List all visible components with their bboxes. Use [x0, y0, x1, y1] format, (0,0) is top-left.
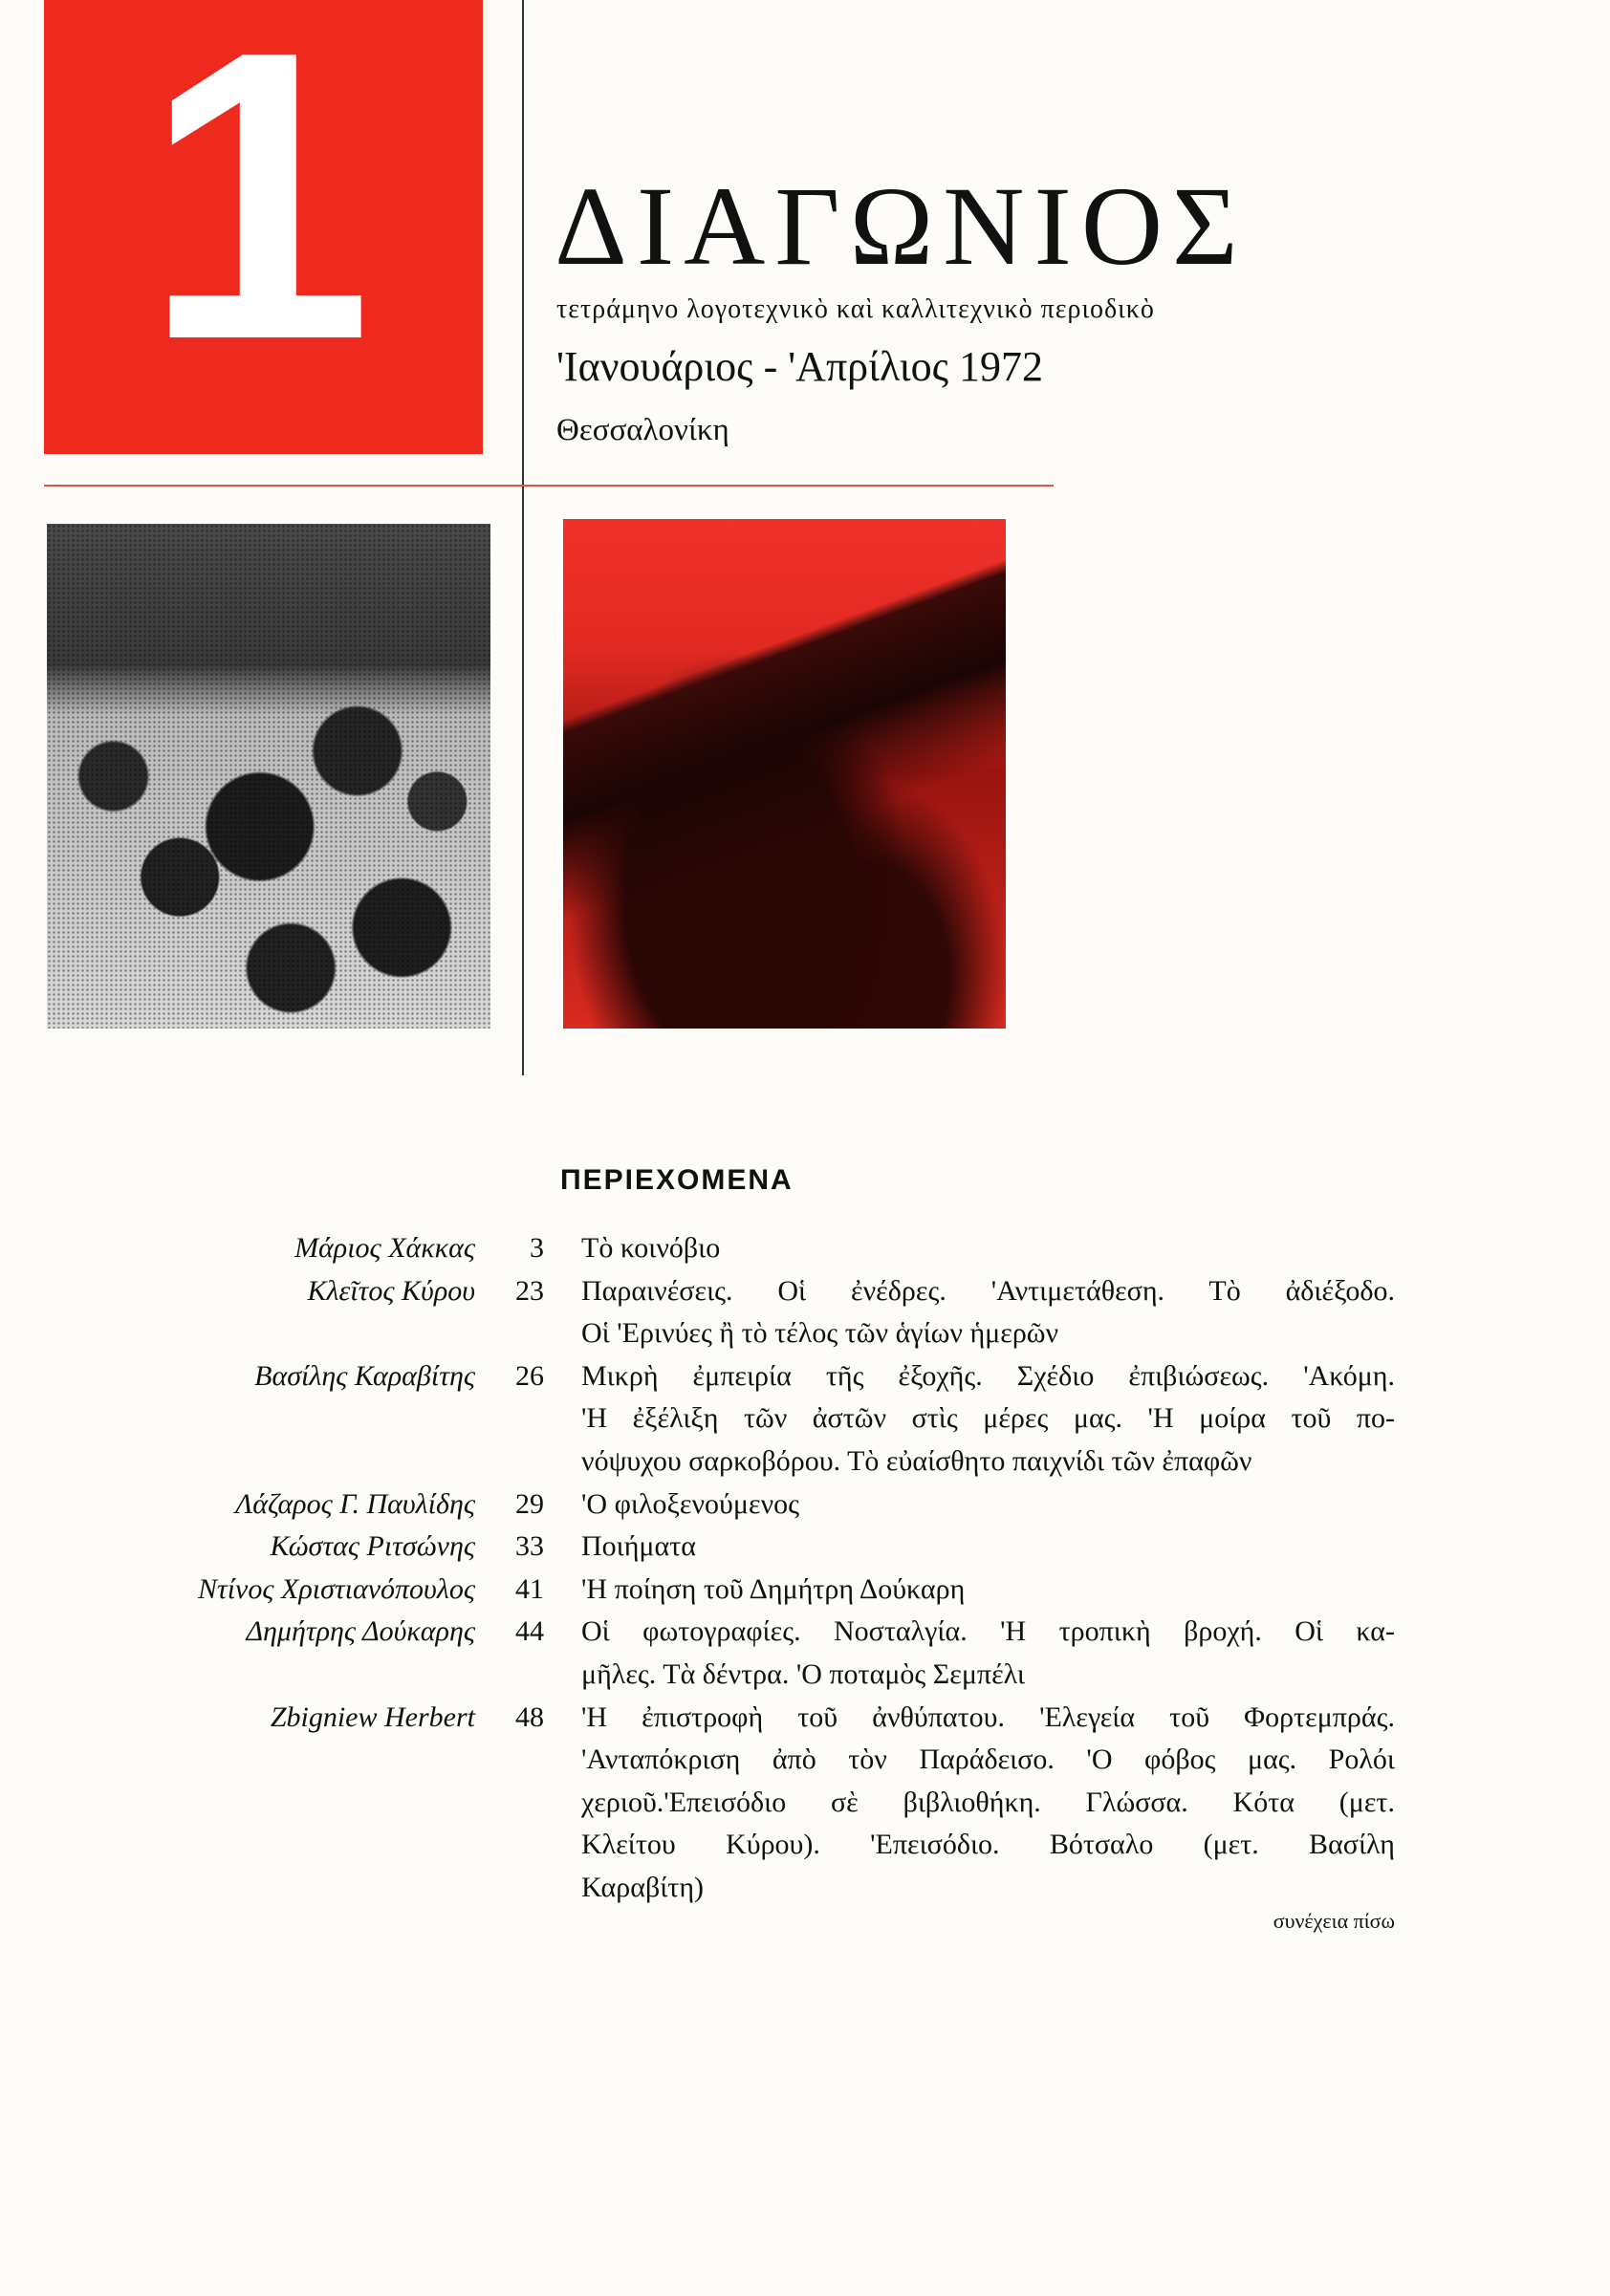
toc-entry	[0, 1697, 1610, 1910]
contents-heading: ΠΕΡΙΕΧΟΜΕΝΑ	[560, 1164, 794, 1196]
magazine-title: ΔΙΑΓΩΝΙΟΣ	[555, 163, 1248, 289]
toc-page-number: 33	[515, 1530, 544, 1563]
red-photo	[563, 519, 1006, 1029]
toc-author: Μάριος Χάκκας	[294, 1232, 475, 1264]
toc-title-line: 'Η ποίηση τοῦ Δημήτρη Δούκαρη	[581, 1572, 966, 1605]
halftone-photo	[47, 524, 490, 1029]
toc-title-line: μῆλες. Τὰ δέντρα. 'Ο ποταμὸς Σεμπέλι	[581, 1657, 1025, 1690]
toc-title-line: 'Η ἐπιστροφὴ τοῦ ἀνθύπατου. 'Ελεγεία τοῦ Φορτεμπράς.	[581, 1700, 1395, 1733]
toc-author: Δημήτρης Δούκαρης	[246, 1615, 475, 1648]
toc-title-line: Οἱ 'Ερινύες ἢ τὸ τέλος τῶν ἁγίων ἡμερῶν	[581, 1317, 1059, 1350]
toc-title-line: 'Η ἐξέλιξη τῶν ἀστῶν στὶς μέρες μας. 'Η μοίρα τοῦ πο-	[581, 1402, 1395, 1435]
toc-page-number: 26	[515, 1359, 544, 1392]
toc-entry	[0, 1484, 1610, 1527]
toc-title-line: Μικρὴ ἐμπειρία τῆς ἐξοχῆς. Σχέδιο ἐπιβιώσεως. 'Ακόμη.	[581, 1359, 1395, 1392]
toc-entry	[0, 1270, 1610, 1355]
city: Θεσσαλονίκη	[556, 413, 729, 447]
toc-author: Zbigniew Herbert	[270, 1700, 475, 1733]
vertical-divider	[522, 0, 524, 1075]
toc-title-line: Οἱ φωτογραφίες. Νοσταλγία. 'Η τροπικὴ βροχή. Οἱ κα-	[581, 1615, 1395, 1648]
toc-author: Κλεῖτος Κύρου	[307, 1274, 475, 1307]
toc-page-number: 44	[515, 1615, 544, 1648]
toc-title-line: Καραβίτη)	[581, 1871, 705, 1903]
toc-entry	[0, 1611, 1610, 1696]
toc-title-line: Παραινέσεις. Οἱ ἐνέδρες. 'Αντιμετάθεση. Τὸ ἀδιέξοδο.	[581, 1274, 1395, 1307]
toc-title-line: χεριοῦ.'Επεισόδιο σὲ βιβλιοθήκη. Γλώσσα. Κότα (μετ.	[581, 1786, 1395, 1818]
toc-author: Λάζαρος Γ. Παυλίδης	[235, 1487, 475, 1520]
toc-entry	[0, 1227, 1610, 1270]
toc-page-number: 3	[530, 1232, 544, 1264]
toc-page-number: 48	[515, 1700, 544, 1733]
toc-title-line: Ποιήματα	[581, 1530, 696, 1563]
toc-entry	[0, 1526, 1610, 1569]
toc-title-line: Τὸ κοινόβιο	[581, 1232, 721, 1264]
toc-title-line: νόψυχου σαρκοβόρου. Τὸ εὐαίσθητο παιχνίδι τῶν ἐπαφῶν	[581, 1444, 1252, 1477]
toc-page-number: 41	[515, 1572, 544, 1605]
magazine-subtitle: τετράμηνο λογοτεχνικὸ καὶ καλλιτεχνικὸ περιοδικὸ	[556, 294, 1155, 324]
toc-entry	[0, 1569, 1610, 1612]
issue-number: 1	[143, 0, 373, 425]
toc-title-line: 'Ο φιλοξενούμενος	[581, 1487, 800, 1520]
issue-date: 'Ιανουάριος - 'Απρίλιος 1972	[556, 343, 1044, 390]
toc-author: Κώστας Ριτσώνης	[270, 1530, 475, 1563]
toc-author: Βασίλης Καραβίτης	[254, 1359, 475, 1392]
toc-title-line: Κλείτου Κύρου). 'Επεισόδιο. Βότσαλο (μετ. Βασίλη	[581, 1829, 1395, 1861]
continued-note: συνέχεια πίσω	[1273, 1909, 1395, 1933]
toc-page-number: 23	[515, 1274, 544, 1307]
toc-title-line: 'Ανταπόκριση ἀπὸ τὸν Παράδεισο. 'Ο φόβος μας. Ρολόι	[581, 1744, 1395, 1776]
toc-entry	[0, 1355, 1610, 1484]
toc-page-number: 29	[515, 1487, 544, 1520]
horizontal-divider	[44, 485, 1054, 487]
table-of-contents	[0, 1227, 1610, 1910]
toc-author: Ντίνος Χριστιανόπουλος	[197, 1572, 475, 1605]
